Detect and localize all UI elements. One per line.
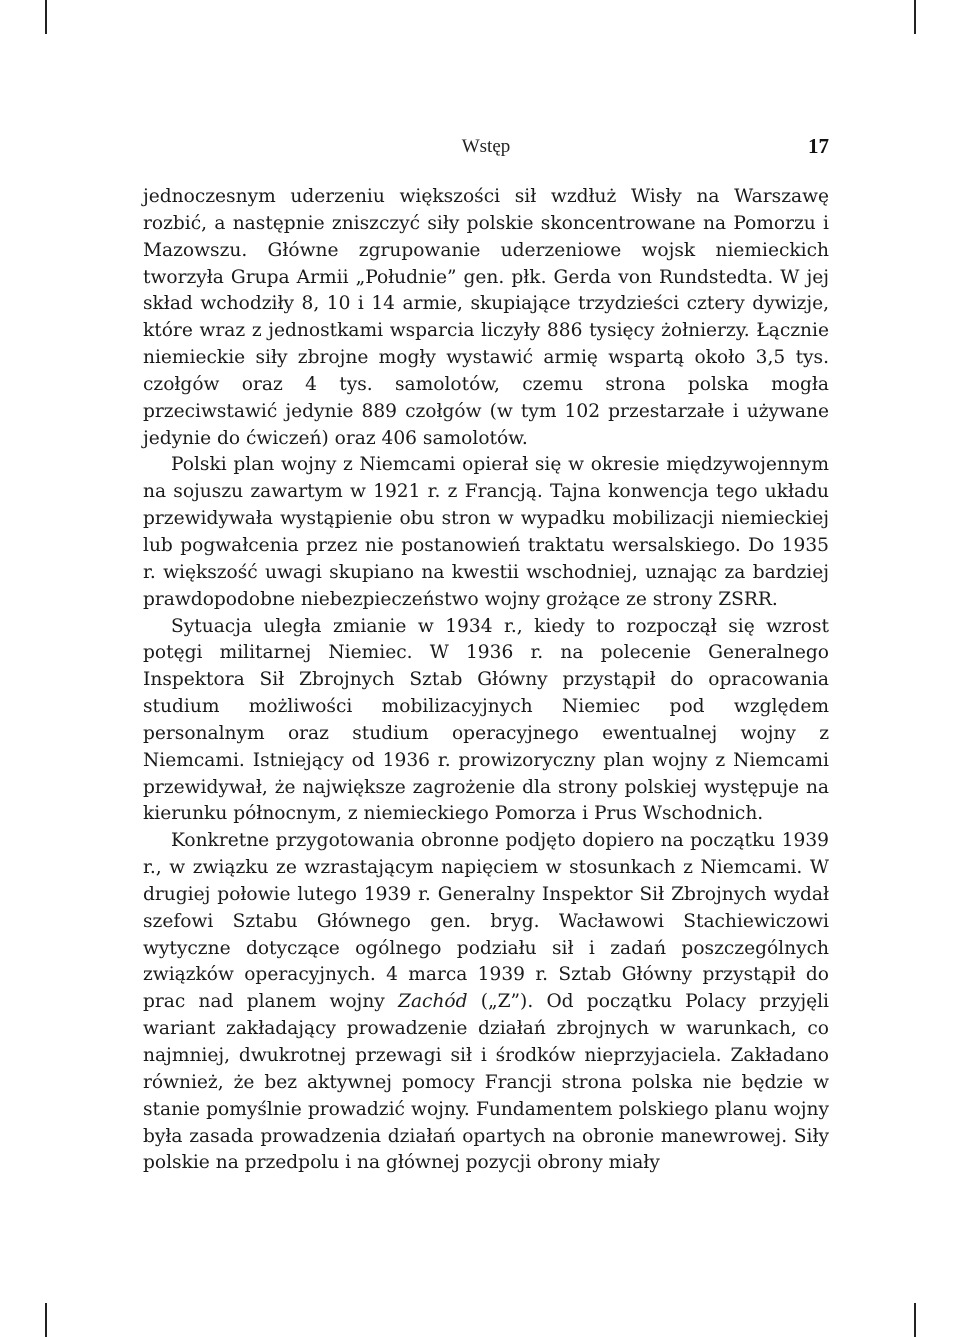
running-header: [143, 134, 829, 162]
paragraph-4-text-before: Konkretne przygotowania obronne podjęto dopiero na początku 1939 r., w związku ze wzrastającym napięciem w stosunkach z Niemcami. W drugiej połowie lutego 1939 r. Generalny Inspektor Sił Zbrojnych wydał szefowi Sztabu Głównego gen. bryg. Wacławowi Stachiewiczowi wytyczne dotyczące ogólnego podziału sił i zadań poszczególnych związków operacyjnych. 4 marca 1939 r. Sztab Główny przystąpił do prac nad planem wojny: [143, 830, 829, 1013]
paragraph-3: Sytuacja uległa zmianie w 1934 r., kiedy to rozpoczął się wzrost potęgi militarnej Niemiec. W 1936 r. na polecenie Generalnego Inspektora Sił Zbrojnych Sztab Główny przystąpił do opracowania studium możliwości mobilizacyjnych Niemiec pod względem personalnym oraz studium operacyjnego ewentualnej wojny z Niemcami. Istniejący od 1936 r. prowizoryczny plan wojny z Niemcami przewidywał, że największe zagrożenie dla strony polskiej występuje na kierunku północnym, z niemieckiego Pomorza i Prus Wschodnich.: [143, 615, 829, 825]
crop-mark-bottom-left: [45, 1303, 47, 1337]
paragraph-4: [143, 828, 829, 1177]
body-text: [143, 184, 829, 1177]
paragraph-1: jednoczesnym uderzeniu większości sił wzdłuż Wisły na Warszawę rozbić, a następnie zniszczyć siły polskie skoncentrowane na Pomorzu i Mazowszu. Główne zgrupowanie uderzeniowe wojsk niemieckich tworzyła Grupa Armii „Południe” gen. płk. Gerda von Rundstedta. W jej skład wchodziły 8, 10 i 14 armie, skupiające trzydzieści cztery dywizje, które wraz z jednostkami wsparcia liczyły 886 tysięcy żołnierzy. Łącznie niemieckie siły zbrojne mogły wystawić armię wspartą około 3,5 tys. czołgów oraz 4 tys. samolotów, czemu strona polska mogła przeciwstawić jedynie 889 czołgów (w tym 102 przestarzałe i używane jedynie do ćwiczeń) oraz 406 samolotów.: [143, 186, 829, 449]
crop-mark-bottom-right: [914, 1303, 916, 1337]
paragraph-4-text-after: („Z”). Od początku Polacy przyjęli wariant zakładający prowadzenie działań zbrojnych w warunkach, co najmniej, dwukrotnej przewagi sił i środków nieprzyjaciela. Zakładano również, że bez aktywnej pomocy Francji strona polska nie będzie w stanie pomyślnie prowadzić wojny. Fundamentem polskiego planu wojny była zasada prowadzenia działań opartych na obronie manewrowej. Siły polskie na przedpolu i na głównej pozycji obrony miały: [143, 991, 830, 1174]
running-title: Wstęp: [461, 136, 511, 157]
paragraph-2: Polski plan wojny z Niemcami opierał się w okresie międzywojennym na sojuszu zawartym w 1921 r. z Francją. Tajna konwencja tego układu przewidywała wystąpienie obu stron w wypadku mobilizacji niemieckiej lub pogwałcenia przez nie postanowień traktatu wersalskiego. Do 1935 r. większość uwagi skupiano na kwestii wschodniej, uznając za bardziej prawdopodobne niebezpieczeństwo wojny grożące ze strony ZSRR.: [143, 454, 829, 610]
crop-mark-top-left: [45, 0, 47, 34]
plan-name-italic: Zachód: [398, 991, 468, 1013]
crop-mark-top-right: [914, 0, 916, 34]
page-number: 17: [808, 134, 829, 158]
